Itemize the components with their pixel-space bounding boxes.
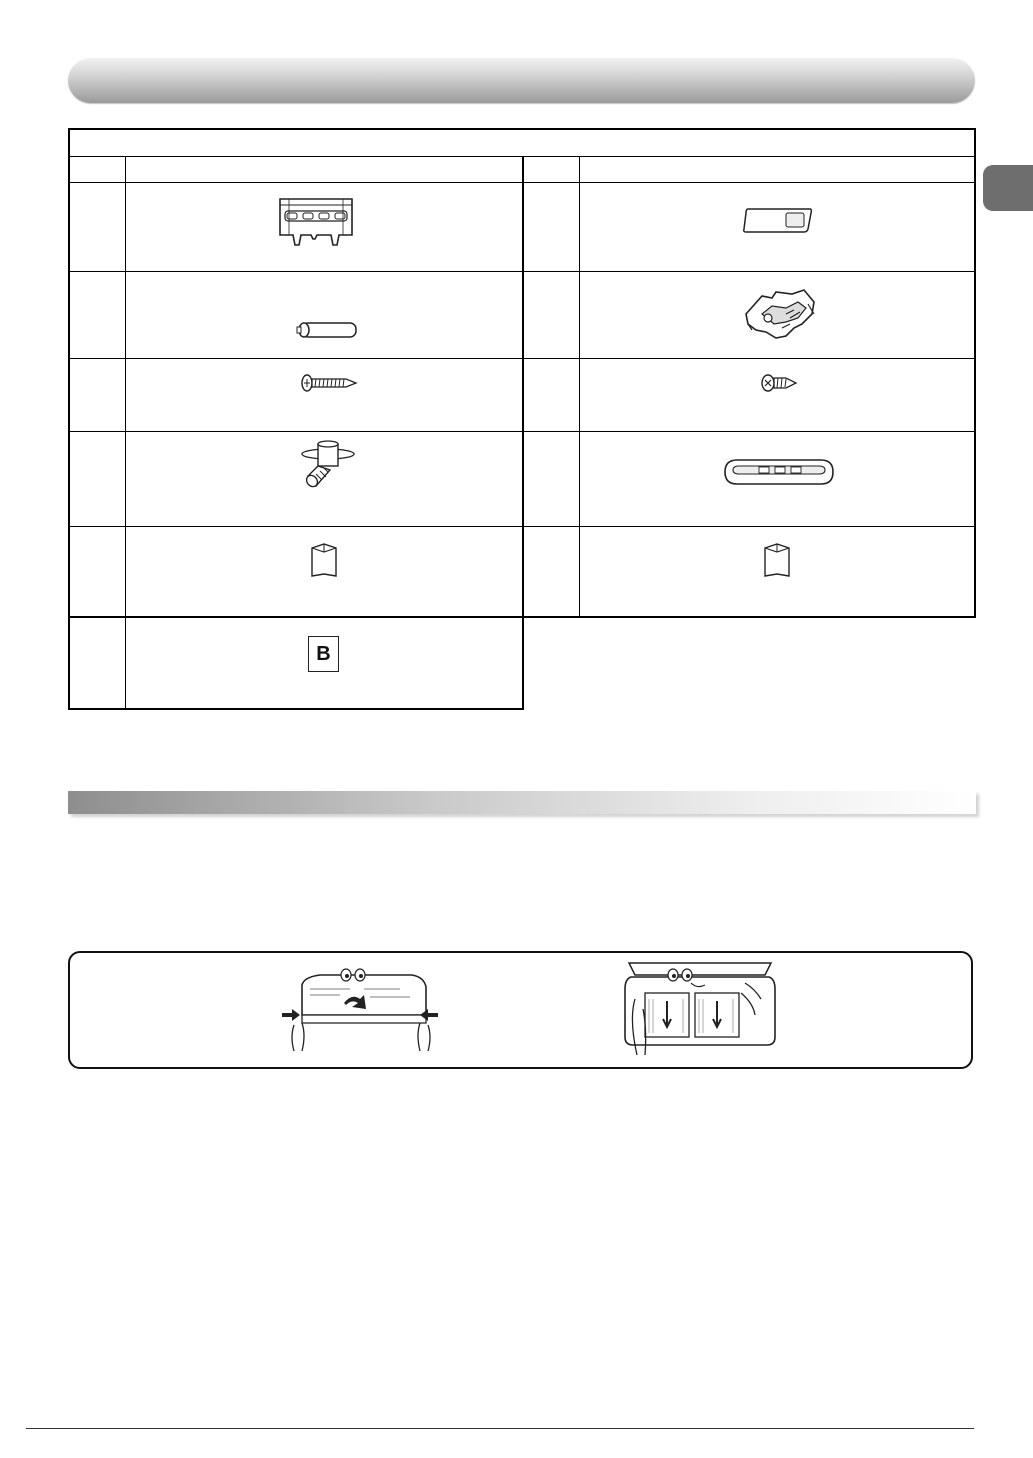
table-border-bottom bbox=[68, 708, 524, 710]
table-col-line bbox=[125, 156, 126, 710]
drain-nipple-icon bbox=[300, 440, 356, 492]
table-border-top bbox=[68, 128, 976, 130]
booklet-icon bbox=[761, 540, 793, 580]
table-border-right bbox=[974, 128, 976, 618]
page-title-bar bbox=[68, 57, 975, 103]
footer-rule bbox=[26, 1428, 974, 1429]
remote-holder-icon bbox=[742, 284, 820, 342]
label-b-icon bbox=[308, 636, 339, 672]
remove-filters-illustration bbox=[615, 959, 785, 1059]
remote-control-icon bbox=[742, 205, 814, 235]
section-tab bbox=[983, 165, 1033, 211]
battery-icon bbox=[296, 320, 360, 340]
filter-illustration-box bbox=[68, 951, 973, 1069]
drain-cap-icon bbox=[723, 456, 835, 488]
table-col-line bbox=[522, 156, 524, 710]
label-letter: B bbox=[316, 642, 331, 665]
section-title-bar bbox=[68, 791, 976, 814]
open-front-panel-illustration bbox=[280, 965, 440, 1055]
short-screw-icon bbox=[760, 373, 800, 393]
long-screw-icon bbox=[300, 374, 358, 392]
mounting-plate-icon bbox=[277, 195, 355, 257]
booklet-icon bbox=[308, 540, 340, 580]
accessories-table bbox=[68, 128, 976, 710]
table-col-line bbox=[579, 156, 580, 618]
table-border-left bbox=[68, 128, 70, 710]
